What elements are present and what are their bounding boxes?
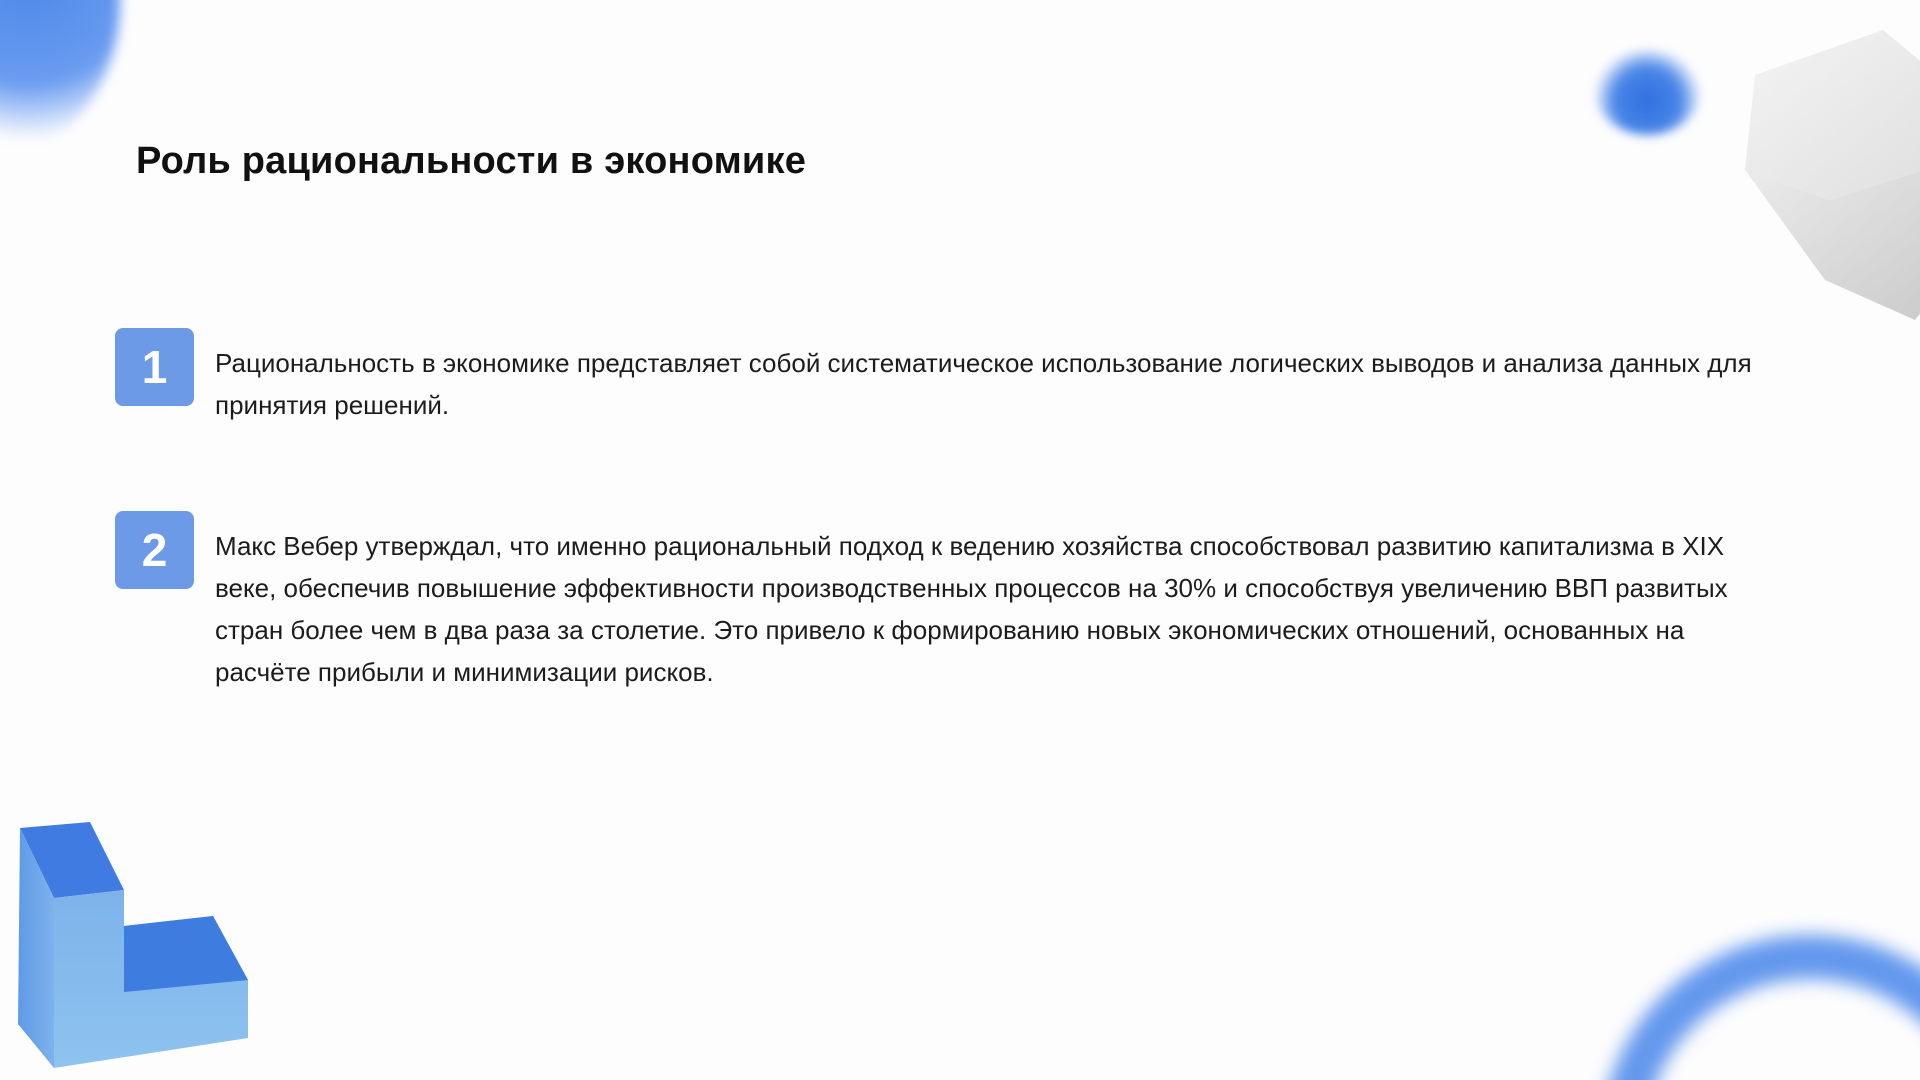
decorative-blue-l-block [18, 818, 253, 1068]
decorative-ring-bottom-right [1600, 935, 1920, 1080]
item-number-badge: 2 [115, 511, 194, 589]
list-item [115, 328, 1775, 426]
decorative-blob-top-right [1595, 50, 1700, 135]
slide-title: Роль рациональности в экономике [136, 140, 807, 182]
item-number-badge: 1 [115, 328, 194, 406]
decorative-blob-top-left [0, 0, 120, 150]
decorative-gray-cube [1735, 30, 1920, 330]
list-item [115, 511, 1775, 693]
item-text: Макс Вебер утверждал, что именно рациональный подход к ведению хозяйства способствовал развитию капитализма в XIX веке, обеспечив повышение эффективности производственных процессов на 30% и способствуя увеличению ВВП развитых стран более чем в два раза за столетие. Это привело к формированию новых экономических отношений, основанных на расчёте прибыли и минимизации рисков. [215, 531, 1728, 687]
item-text: Рациональность в экономике представляет собой систематическое использование логических выводов и анализа данных для принятия решений. [215, 348, 1752, 420]
